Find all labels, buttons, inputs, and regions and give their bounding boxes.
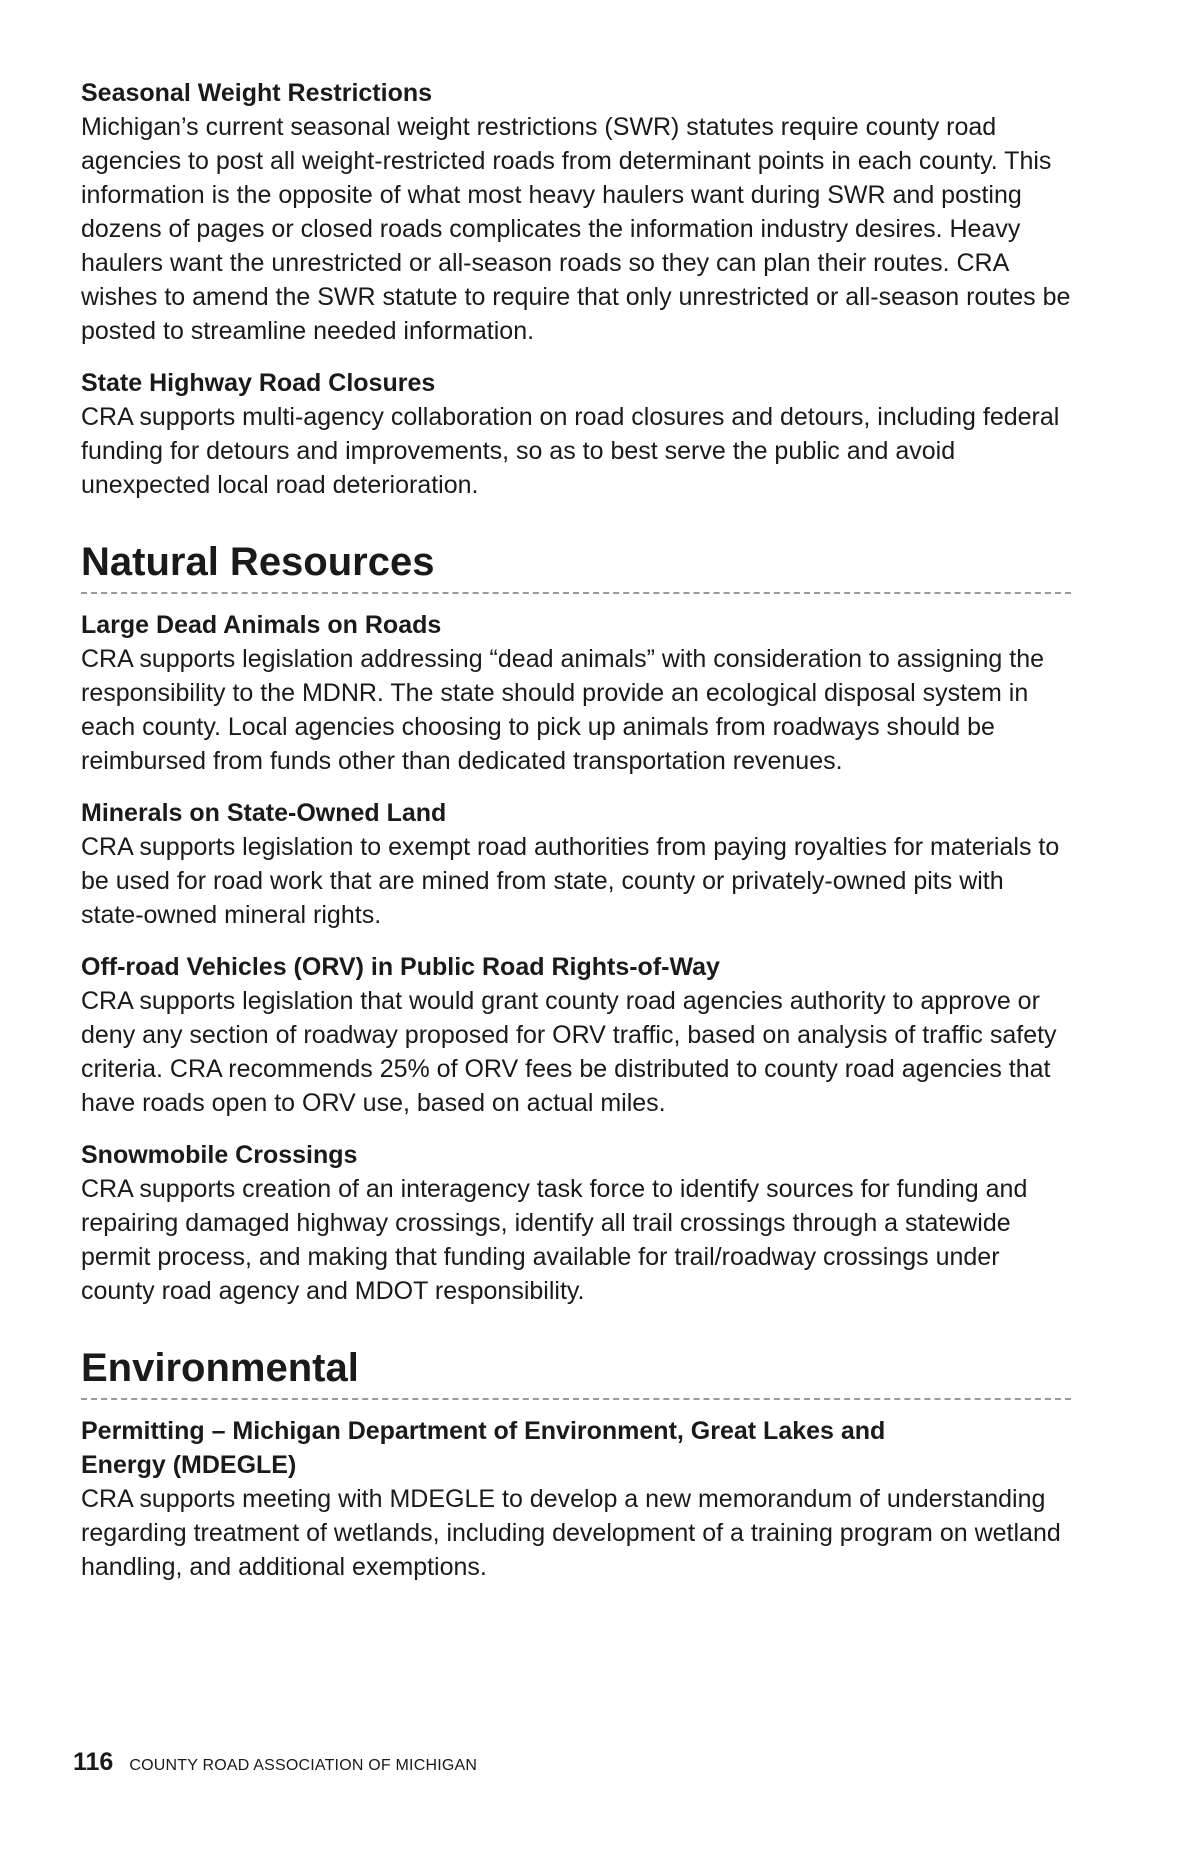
- topic-seasonal-weight-restrictions: [81, 76, 1071, 348]
- topic-off-road-vehicles: [81, 950, 1071, 1120]
- page-footer: [73, 1748, 477, 1777]
- topic-title: Off-road Vehicles (ORV) in Public Road Rights-of-Way: [81, 953, 720, 981]
- topic-minerals-state-land: [81, 796, 1071, 932]
- topic-large-dead-animals: [81, 608, 1071, 778]
- section-heading: Environmental: [81, 1346, 359, 1390]
- topic-body: CRA supports multi-agency collaboration on road closures and detours, including federal funding for detours and improvements, so as to best serve the public and avoid unexpected local road deterioration.: [81, 403, 1060, 499]
- topic-snowmobile-crossings: [81, 1138, 1071, 1308]
- section-environmental: [81, 1344, 1071, 1584]
- page-number: 116: [73, 1748, 114, 1776]
- page-content: [81, 76, 1071, 1602]
- topic-body: CRA supports legislation that would grant county road agencies authority to approve or deny any section of roadway proposed for ORV traffic, based on analysis of traffic safety criteria. CRA recommends 25% of ORV fees be distributed to county road agencies that have roads open to ORV use, based on actual miles.: [81, 987, 1057, 1117]
- topic-body: Michigan’s current seasonal weight restrictions (SWR) statutes require county road agencies to post all weight-restricted roads from determinant points in each county. This information is the opposite of what most heavy haulers want during SWR and posting dozens of pages or closed roads complicates the information industry desires. Heavy haulers want the unrestricted or all-season roads so they can plan their routes. CRA wishes to amend the SWR statute to require that only unrestricted or all-season routes be posted to streamline needed information.: [81, 113, 1071, 345]
- topic-state-highway-road-closures: [81, 366, 1071, 502]
- topic-title: State Highway Road Closures: [81, 369, 436, 397]
- topic-title: Seasonal Weight Restrictions: [81, 79, 433, 107]
- section-heading: Natural Resources: [81, 540, 435, 584]
- topic-body: CRA supports creation of an interagency task force to identify sources for funding and repairing damaged highway crossings, identify all trail crossings through a statewide permit process, and making that funding available for trail/roadway crossings under county road agency and MDOT responsibility.: [81, 1175, 1028, 1305]
- topic-title: Snowmobile Crossings: [81, 1141, 358, 1169]
- topic-permitting-mdegle: [81, 1414, 1071, 1584]
- topic-body: CRA supports meeting with MDEGLE to develop a new memorandum of understanding regarding treatment of wetlands, including development of a training program on wetland handling, and additional exemptions.: [81, 1485, 1061, 1581]
- section-divider: [81, 1398, 1071, 1400]
- section-divider: [81, 592, 1071, 594]
- topic-title: Permitting – Michigan Department of Environment, Great Lakes and Energy (MDEGLE): [81, 1417, 886, 1479]
- topic-body: CRA supports legislation addressing “dead animals” with consideration to assigning the responsibility to the MDNR. The state should provide an ecological disposal system in each county. Local agencies choosing to pick up animals from roadways should be reimbursed from funds other than dedicated transportation revenues.: [81, 645, 1045, 775]
- topic-body: CRA supports legislation to exempt road authorities from paying royalties for materials to be used for road work that are mined from state, county or privately-owned pits with state-owned mineral rights.: [81, 833, 1060, 929]
- topic-title: Large Dead Animals on Roads: [81, 611, 442, 639]
- section-natural-resources: [81, 538, 1071, 1308]
- topic-title: Minerals on State-Owned Land: [81, 799, 447, 827]
- organization-name: COUNTY ROAD ASSOCIATION OF MICHIGAN: [129, 1757, 478, 1774]
